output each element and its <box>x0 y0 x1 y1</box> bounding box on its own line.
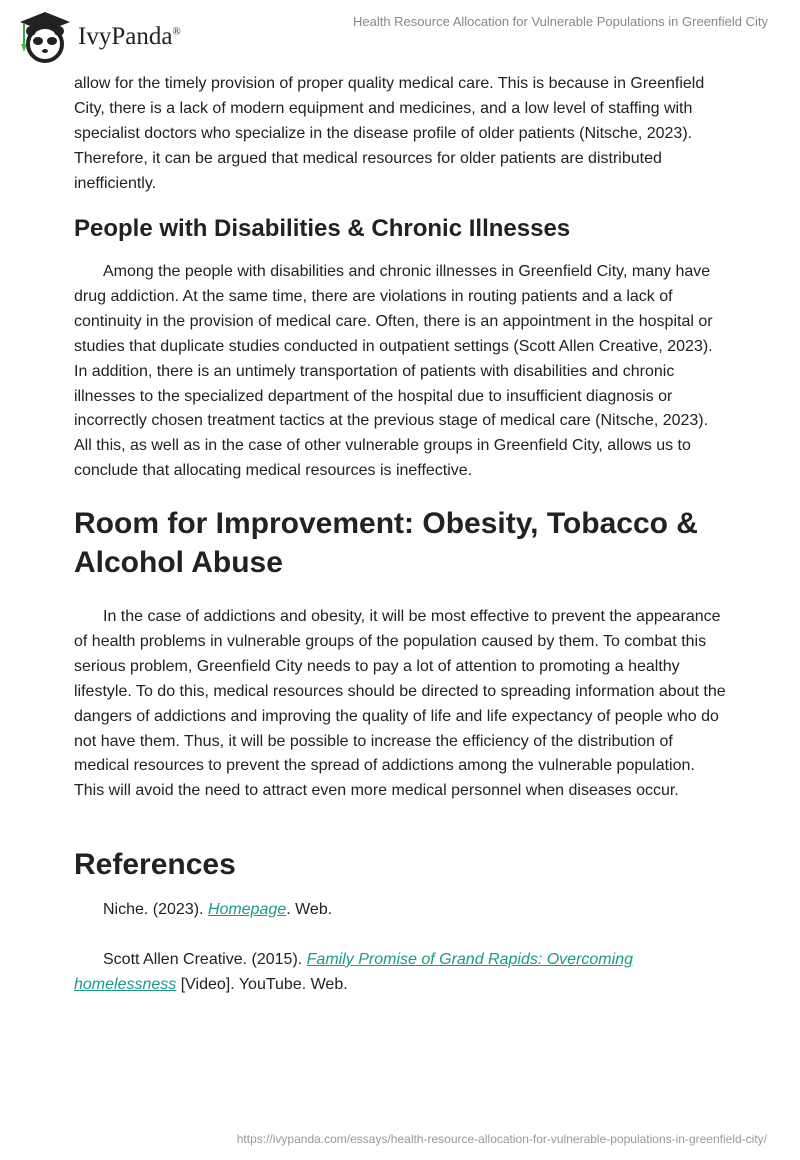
intro-paragraph: allow for the timely provision of proper quality medical care. This is because in Greenfield City, there is a lack of modern equipment and medicines, and a low level of staffing with specialist doctors who specialize in the disease profile of older patients (Nitsche, 2023). Therefore, it can be argued that medical resources for older patients are distributed inefficiently. <box>74 75 705 192</box>
ivypanda-logo[interactable] <box>18 10 181 64</box>
reference-item: Niche. (2023). Homepage. Web. <box>103 901 333 918</box>
references-heading: References <box>74 848 236 881</box>
section-heading: People with Disabilities & Chronic Illnesses <box>74 215 571 242</box>
page-url[interactable]: https://ivypanda.com/essays/health-resource-allocation-for-vulnerable-populations-in-greenfield-city/ <box>236 1132 767 1146</box>
section-heading: Room for Improvement: Obesity, Tobacco & Alcohol Abuse <box>74 507 698 579</box>
document-title: Health Resource Allocation for Vulnerable Populations in Greenfield City <box>352 14 768 29</box>
section-paragraph: Among the people with disabilities and chronic illnesses in Greenfield City, many have drug addiction. At the same time, there are violations in routing patients and a lack of continuity in the provision of medical care. Often, there is an appointment in the hospital or studies that duplicate studies conducted in outpatient settings (Scott Allen Creative, 2023). In addition, there is an untimely transportation of patients with disabilities and chronic illnesses to the specialized department of the hospital due to insufficient diagnosis or incorrectly chosen treatment tactics at the previous stage of medical care (Nitsche, 2023). All this, as well as in the case of other vulnerable groups in Greenfield City, allows us to conclude that allocating medical resources is ineffective. <box>74 263 713 480</box>
logo-text: IvyPanda® <box>78 23 181 50</box>
reference-link[interactable]: Homepage <box>207 901 287 918</box>
reference-link[interactable]: Family Promise of Grand Rapids: Overcoming homelessness <box>74 950 633 993</box>
section-disabilities <box>74 214 728 484</box>
panda-graduate-icon <box>18 10 72 64</box>
reference-item: Scott Allen Creative. (2015). Family Promise of Grand Rapids: Overcoming homelessness [Video]. YouTube. Web. <box>74 950 633 993</box>
intro-section <box>74 72 728 197</box>
references-section <box>74 845 728 998</box>
section-paragraph: In the case of addictions and obesity, it will be most effective to prevent the appearance of health problems in vulnerable groups of the population caused by them. To combat this serious problem, Greenfield City needs to pay a lot of attention to promoting a healthy lifestyle. To do this, medical resources should be directed to spreading information about the dangers of addictions and improving the quality of life and life expectancy of people who do not have them. Thus, it will be possible to increase the efficiency of the distribution of medical resources to prevent the spread of addictions among the vulnerable population. This will avoid the need to attract even more medical personnel when diseases occur. <box>74 608 726 800</box>
section-improvement <box>74 504 728 804</box>
